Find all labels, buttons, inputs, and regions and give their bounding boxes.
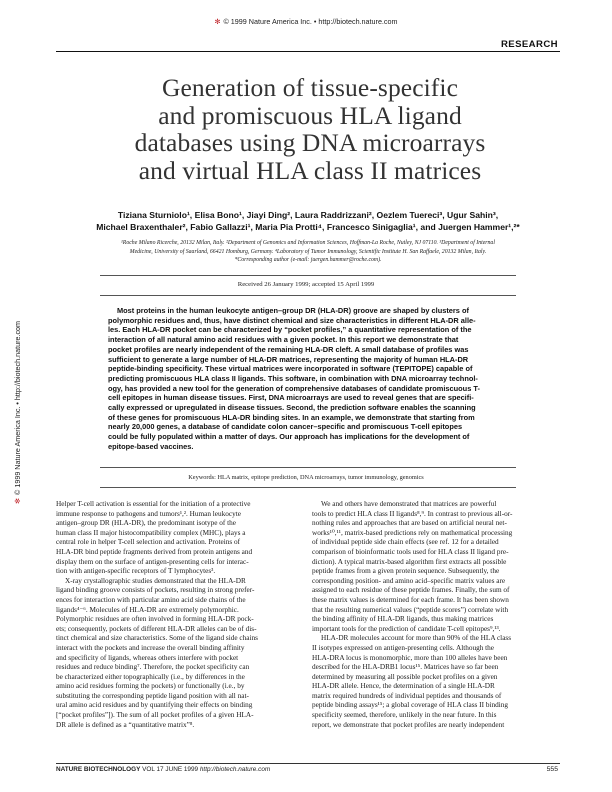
footer-divider: [56, 763, 560, 764]
abstract: [108, 306, 508, 452]
body-line: and specificity of ligands, whereas others interfere with pocket: [56, 653, 239, 662]
title-line: databases using DNA microarrays: [134, 128, 486, 157]
divider: [100, 487, 516, 488]
body-line: the binding affinity of HLA-DR ligands, thus making matrices: [312, 615, 494, 624]
affiliations: [56, 239, 560, 265]
body-line: Helper T-cell activation is essential for the initiation of a protective: [56, 500, 251, 508]
body-line: II isotypes expressed on antigen-presenting cells. Although the: [312, 643, 495, 652]
body-column-left: [56, 500, 300, 730]
body-line: specificity seemed, therefore, unlikely in the near future. In this: [312, 711, 497, 720]
body-line: corresponding position- and amino acid–specific matrix values are: [312, 576, 506, 585]
body-line: peptide frames from a given protein sequence. Subsequently, the: [312, 567, 500, 576]
body-line: report, we demonstrate that pocket profiles are nearly independent: [312, 720, 505, 729]
title-line: and virtual HLA class II matrices: [138, 155, 482, 185]
abstract-line: interaction of all natural amino acid residues with a given pocket. In this report we demonstrate that: [108, 335, 459, 345]
journal-url[interactable]: http://biotech.nature.com: [199, 766, 271, 773]
body-line: works¹⁰,¹¹, matrix-based predictions rely on mathematical processing: [312, 528, 513, 537]
abstract-line: predicting promiscuous HLA class II ligands. This software, in combination with DNA microarray technol-: [108, 373, 478, 383]
affiliation-line: Medicine, University of Saarland, 66421 Homburg, Germany. ⁴Laboratory of Tumor Immunology, Scientific Institute H. San Raffaele, 20132 Milan, Italy.: [129, 248, 487, 255]
abstract-line: sufficient to generate a large number of HLA-DR matrices, representing the majority of human HLA-DR: [108, 354, 469, 364]
body-line: ences for interaction with particular amino acid side chains of the: [56, 595, 246, 604]
journal-volume: VOL 17: [142, 766, 164, 773]
keywords: Keywords: HLA matrix, epitope prediction, DNA microarrays, tumor immunology, genomics: [188, 474, 424, 481]
body-line: central role in helper T-cell selection and activation. Proteins of: [56, 538, 241, 547]
body-line: tion with antigen-specific receptors of T lymphocytes³.: [56, 567, 216, 576]
body-line: display them on the surface of antigen-presenting cells for interac-: [56, 557, 249, 566]
divider: [100, 295, 516, 296]
author-line: Tiziana Sturniolo¹, Elisa Bono¹, Jiayi Ding², Laura Raddrizzani², Oezlem Tuereci³, Ugur Sahin³,: [117, 210, 499, 220]
top-copyright: [0, 17, 612, 26]
body-line: We and others have demonstrated that matrices are powerful: [321, 500, 497, 508]
side-copyright: [13, 321, 22, 504]
author-line: Michael Braxenthaler², Fabio Gallazzi¹, Maria Pia Protti⁴, Francesco Sinigaglia¹, and Juergen Hammer¹,²*: [96, 222, 520, 232]
title-line: Generation of tissue-specific: [161, 73, 459, 102]
body-line: ligand binding groove consists of pockets, resulting in strong prefer-: [56, 586, 255, 595]
body-line: diction). A typical matrix-based algorithm first extracts all possible: [312, 557, 507, 566]
npg-logo-icon: ✻: [13, 497, 22, 504]
side-copyright-text: © 1999 Nature America Inc. • http://biotech.nature.com: [13, 320, 22, 495]
body-line: assigned to each residue of these peptide frames. Finally, the sum of: [312, 586, 510, 595]
journal-name: NATURE BIOTECHNOLOGY: [56, 766, 141, 773]
body-line: comparison of bioinformatic tools used for HLA class II ligand pre-: [312, 547, 509, 556]
article-title: [60, 74, 560, 184]
body-line: [“pocket profiles”]). The sum of all pocket profiles of a given HLA-: [56, 711, 254, 720]
abstract-line: nearly 20,000 genes, a database of candidate colon cancer–specific and promiscuous T-cell epitopes: [108, 422, 463, 432]
body-line: important tools for the prediction of candidate T-cell epitopes⁹,¹³.: [312, 624, 501, 633]
abstract-line: cell epitopes in human disease tissues. First, DNA microarrays are used to reveal genes that are specifi-: [108, 393, 474, 403]
body-line: HLA-DR molecules account for more than 90% of the HLA class: [321, 634, 512, 643]
body-line: antigen–group DR (HLA-DR), the predominant isotype of the: [56, 519, 237, 528]
received-dates: Received 26 January 1999; accepted 15 April 1999: [237, 281, 375, 288]
abstract-line: les. Each HLA-DR pocket can be characterized by “pocket profiles,” a quantitative representation of the: [108, 325, 472, 335]
footer-citation: [56, 766, 270, 773]
title-line: and promiscuous HLA ligand: [158, 100, 462, 130]
body-line: tools to predict HLA class II ligands⁸,⁹. In contrast to previous all-or-: [312, 509, 513, 518]
body-line: HLA-DR allele. Hence, the determination of a single HLA-DR: [312, 682, 495, 691]
body-line: of individual peptide side chain effects (see ref. 12 for a detailed: [312, 538, 499, 547]
body-line: interact with the pockets and increase the overall binding affinity: [56, 643, 245, 652]
body-line: be characterized either topographically (i.e., by differences in the: [56, 672, 245, 681]
npg-logo-icon: ✻: [214, 17, 221, 26]
body-line: residues and reduce binding⁷. Therefore, the pocket specificity can: [56, 663, 250, 672]
body-line: ural amino acid residues and by quantifying their effects on binding: [56, 701, 253, 710]
abstract-line: Most proteins in the human leukocyte antigen–group DR (HLA-DR) groove are shaped by clusters of: [117, 306, 469, 315]
copyright-text: © 1999 Nature America Inc. • http://biotech.nature.com: [223, 17, 398, 26]
body-line: described for the HLA-DRB1 locus¹⁵. Matrices have so far been: [312, 663, 499, 672]
abstract-line: ogy, has provided a new tool for the generation of comprehensive databases of candidate promiscuous T-: [108, 383, 480, 393]
body-line: DR allele is defined as a “quantitative matrix”⁸.: [56, 720, 195, 729]
abstract-line: cally expressed or upregulated in disease tissues. Second, the prediction software enables the scanning: [108, 403, 476, 413]
page-number: 555: [546, 766, 558, 773]
divider: [100, 467, 516, 468]
body-line: HLA-DRA locus is monomorphic, more than 100 alleles have been: [312, 653, 508, 662]
abstract-line: epitope-based vaccines.: [108, 441, 194, 451]
body-line: determined by measuring all possible pocket profiles on a given: [312, 672, 498, 681]
body-line: matrix required hundreds of individual peptides and thousands of: [312, 691, 502, 700]
body-line: that the resulting numerical values (“peptide scores”) correlate with: [312, 605, 509, 614]
affiliation-line: *Corresponding author (e-mail: juergen.hammer@roche.com).: [234, 257, 382, 264]
body-line: nothing rules and approaches that are based on artificial neural net-: [312, 519, 507, 528]
body-column-right: [312, 500, 556, 730]
body-line: HLA-DR bind peptide fragments derived from protein antigens and: [56, 547, 253, 556]
abstract-line: of these genes for promiscuous HLA-DR binding sites. In an example, we demonstrate that starting from: [108, 412, 475, 422]
affiliation-line: ¹Roche Milano Ricerche, 20132 Milan, Italy. ²Department of Genomics and Information Sciences, Hoffman-La Roche, Nutley, NJ 07110. ³Department of Internal: [121, 240, 495, 246]
author-list: [56, 209, 560, 233]
abstract-line: could be fully populated within a matter of days. Our approach has implications for the development of: [108, 432, 470, 442]
abstract-line: pocket profiles are nearly independent of the remaining HLA-DR cleft. A small database of profiles was: [108, 344, 469, 354]
body-line: Polymorphic residues are often involved in forming HLA-DR pock-: [56, 615, 254, 624]
body-line: ets; consequently, pockets of different HLA-DR alleles can be of dis-: [56, 624, 257, 633]
header-divider: [56, 51, 560, 52]
section-label: RESEARCH: [500, 39, 558, 50]
abstract-line: peptide-binding specificity. These virtual matrices were incorporated in software (TEPITOPE) capable of: [108, 364, 473, 374]
body-line: peptide binding assays¹⁵; a global coverage of HLA class II binding: [312, 701, 508, 710]
body-line: amino acid residues forming the pockets) or functionally (i.e., by: [56, 682, 245, 691]
body-line: tinct chemical and size characteristics. Some of the ligand side chains: [56, 634, 258, 643]
abstract-line: polymorphic residues and, thus, have distinct chemical and size characteristics in different HLA-DR alle-: [108, 315, 476, 325]
body-line: immune response to pathogens and tumors¹,². Human leukocyte: [56, 509, 241, 518]
body-line: these matrix values is determined for each frame. It has been shown: [312, 595, 509, 604]
divider: [100, 275, 516, 276]
body-line: human class II major histocompatibility complex (MHC), plays a: [56, 528, 246, 537]
journal-date: JUNE 1999: [165, 766, 199, 773]
body-line: ligands⁴⁻⁶. Molecules of HLA-DR are extremely polymorphic.: [56, 605, 239, 614]
body-line: X-ray crystallographic studies demonstrated that the HLA-DR: [65, 576, 246, 585]
body-line: substituting the corresponding peptide ligand position with all nat-: [56, 691, 249, 700]
